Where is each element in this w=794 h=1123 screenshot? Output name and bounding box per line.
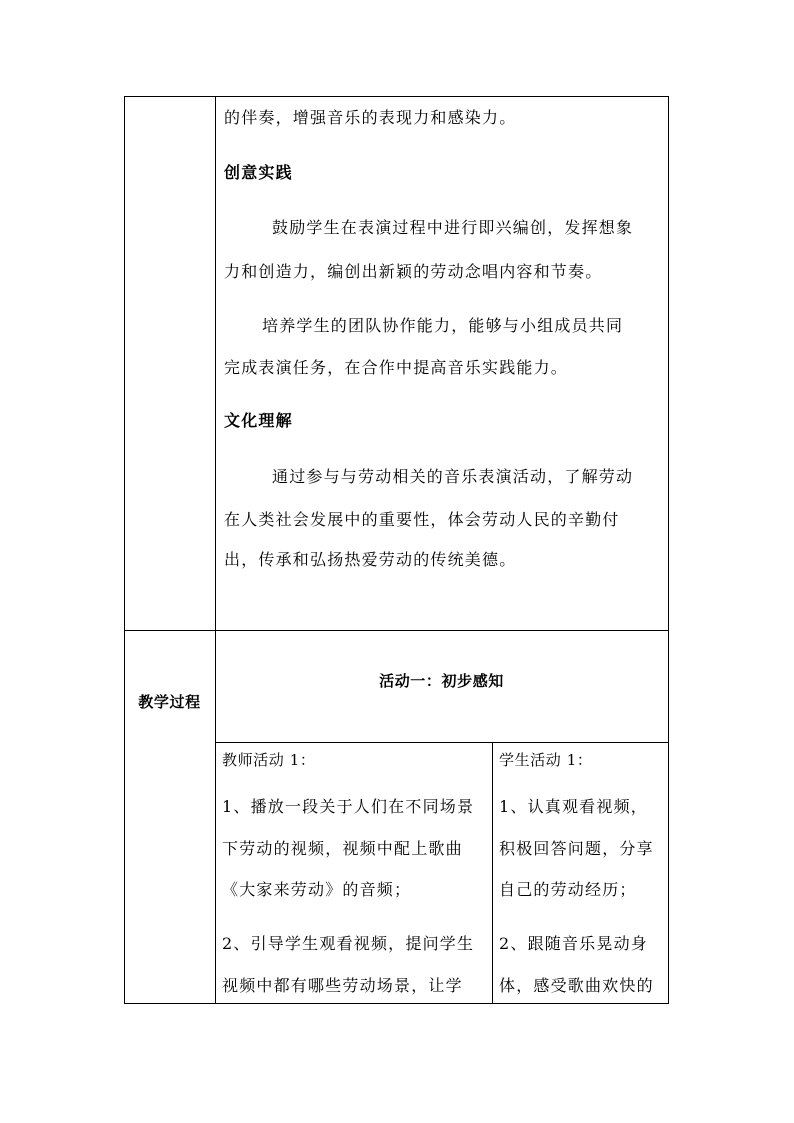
paragraph-line: 出，传承和弘扬热爱劳动的传统美德。 (224, 550, 517, 569)
teacher-activity-line: 《大家来劳动》的音频； (222, 880, 412, 899)
section-title-cultural-understanding: 文化理解 (224, 411, 293, 430)
student-activity-line: 体，感受歌曲欢快的 (499, 976, 654, 995)
section-title-creative-practice: 创意实践 (224, 163, 293, 182)
paragraph-line: 在人类社会发展中的重要性，体会劳动人民的辛勤付 (224, 510, 620, 529)
label-column-divider (215, 96, 216, 1004)
activity-column-divider (492, 742, 493, 1004)
table-right-border (668, 96, 669, 1004)
paragraph-line: 鼓励学生在表演过程中进行即兴编创，发挥想象 (272, 218, 634, 237)
table-top-border (124, 96, 669, 97)
paragraph-line: 力和创造力，编创出新颖的劳动念唱内容和节奏。 (224, 262, 603, 281)
paragraph-line: 完成表演任务，在合作中提高音乐实践能力。 (224, 358, 569, 377)
teacher-activity-line: 视频中都有哪些劳动场景，让学 (222, 976, 463, 995)
teacher-activity-line: 2、引导学生观看视频，提问学生 (222, 934, 475, 953)
continued-text: 的伴奏，增强音乐的表现力和感染力。 (224, 108, 517, 127)
activity-title: 活动一：初步感知 (379, 672, 504, 690)
table-left-border (124, 96, 125, 1004)
student-activity-line: 积极回答问题，分享 (499, 839, 654, 858)
student-activity-line: 2、跟随音乐晃动身 (499, 934, 648, 953)
teacher-activity-header: 教师活动 1： (222, 751, 316, 769)
row-label-teaching-process: 教学过程 (138, 693, 201, 711)
teacher-activity-line: 1、播放一段关于人们在不同场景 (222, 797, 475, 816)
paragraph-line: 通过参与与劳动相关的音乐表演活动，了解劳动 (272, 467, 634, 486)
teacher-activity-line: 下劳动的视频，视频中配上歌曲 (222, 839, 463, 858)
student-activity-header: 学生活动 1： (499, 751, 593, 769)
student-activity-line: 自己的劳动经历； (499, 880, 637, 899)
row-divider (124, 630, 669, 631)
activity-divider (215, 742, 669, 743)
table-bottom-border (124, 1003, 669, 1004)
student-activity-line: 1、认真观看视频， (499, 797, 648, 816)
paragraph-line: 培养学生的团队协作能力，能够与小组成员共同 (262, 316, 624, 335)
